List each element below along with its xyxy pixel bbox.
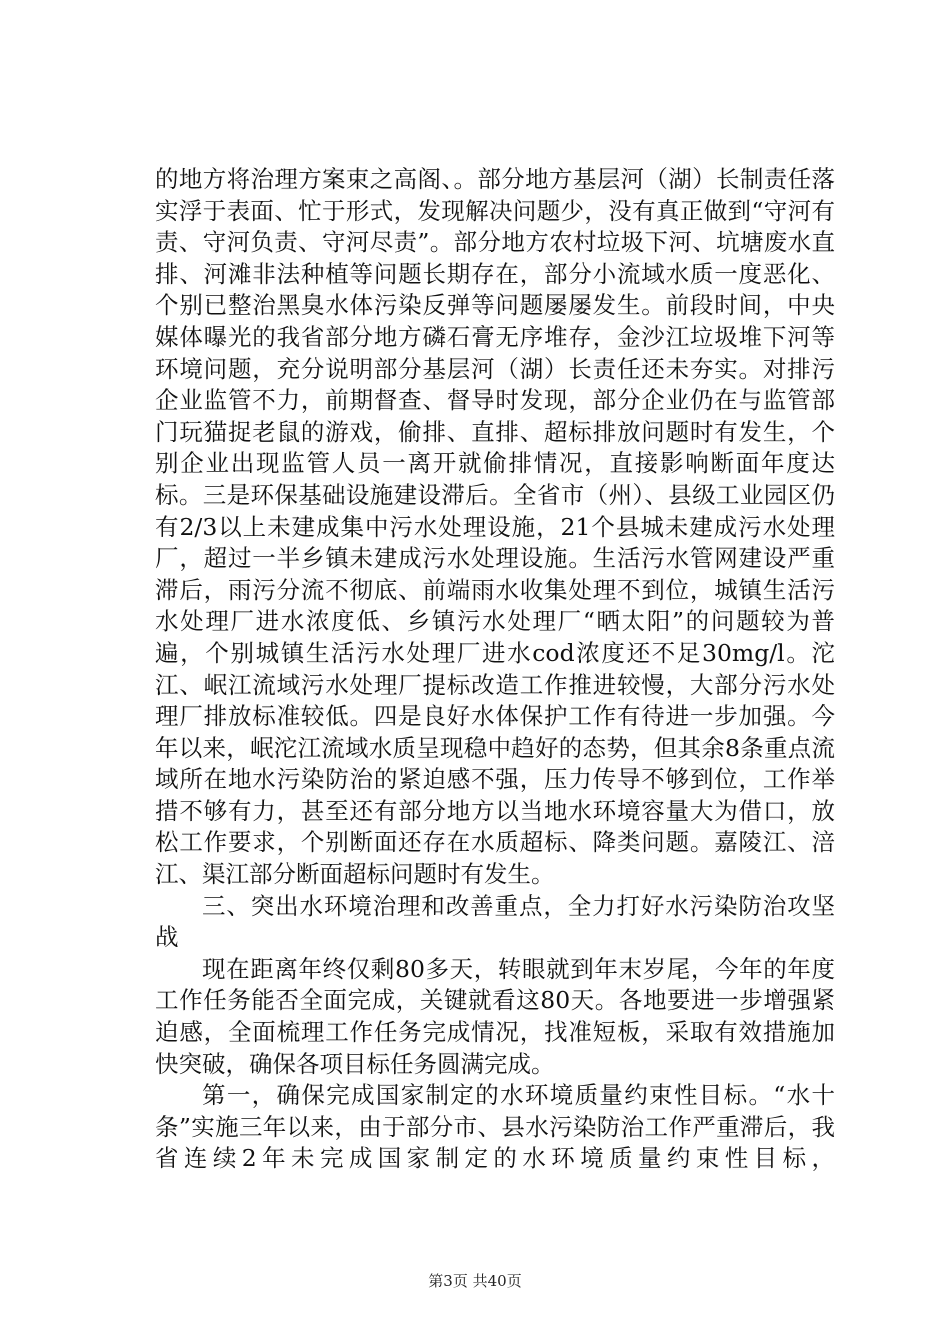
section-heading: 三、突出水环境治理和改善重点，全力打好水污染防治攻坚战 — [155, 891, 835, 952]
paragraph: 现在距离年终仅剩80多天，转眼就到年末岁尾，今年的年度工作任务能否全面完成，关键就看这80天。各地要进一步增强紧迫感，全面梳理工作任务完成情况，找准短板，采取有效措施加快突破，确保各项目标任务圆满完成。 — [155, 954, 835, 1078]
paragraph-continuation: 的地方将治理方案束之高阁、。部分地方基层河（湖）长制责任落实浮于表面、忙于形式，发现解决问题少，没有真正做到“守河有责、守河负责、守河尽责”。部分地方农村垃圾下河、坑塘废水直排、河滩非法种植等问题长期存在，部分小流域水质一度恶化、个别已整治黑臭水体污染反弹等问题屡屡发生。前段时间，中央媒体曝光的我省部分地方磷石膏无序堆存，金沙江垃圾堆下河等环境问题，充分说明部分基层河（湖）长责任还未夯实。对排污企业监管不力，前期督查、督导时发现，部分企业仍在与监管部门玩猫捉老鼠的游戏，偷排、直排、超标排放问题时有发生，个别企业出现监管人员一离开就偷排情况，直接影响断面年度达标。三是环保基础设施建设滞后。全省市（州）、县级工业园区仍有2/3以上未建成集中污水处理设施，21个县城未建成污水处理厂，超过一半乡镇未建成污水处理设施。生活污水管网建设严重滞后，雨污分流不彻底、前端雨水收集处理不到位，城镇生活污水处理厂进水浓度低、乡镇污水处理厂“晒太阳”的问题较为普遍，个别城镇生活污水处理厂进水cod浓度还不足30mg/l。沱江、岷江流域污水处理厂提标改造工作推进较慢，大部分污水处理厂排放标准较低。四是良好水体保护工作有待进一步加强。今年以来，岷沱江流域水质呈现稳中趋好的态势，但其余8条重点流域所在地水污染防治的紧迫感不强，压力传导不够到位，工作举措不够有力，甚至还有部分地方以当地水环境容量大为借口，放松工作要求，个别断面还存在水质超标、降类问题。嘉陵江、涪江、渠江部分断面超标问题时有发生。 — [155, 165, 835, 889]
paragraph: 第一，确保完成国家制定的水环境质量约束性目标。“水十条”实施三年以来，由于部分市、县水污染防治工作严重滞后，我省连续2年未完成国家制定的水环境质量约束性目标， — [155, 1081, 835, 1173]
document-body — [155, 164, 835, 1175]
page-footer: 第3页 共40页 — [428, 1272, 522, 1290]
